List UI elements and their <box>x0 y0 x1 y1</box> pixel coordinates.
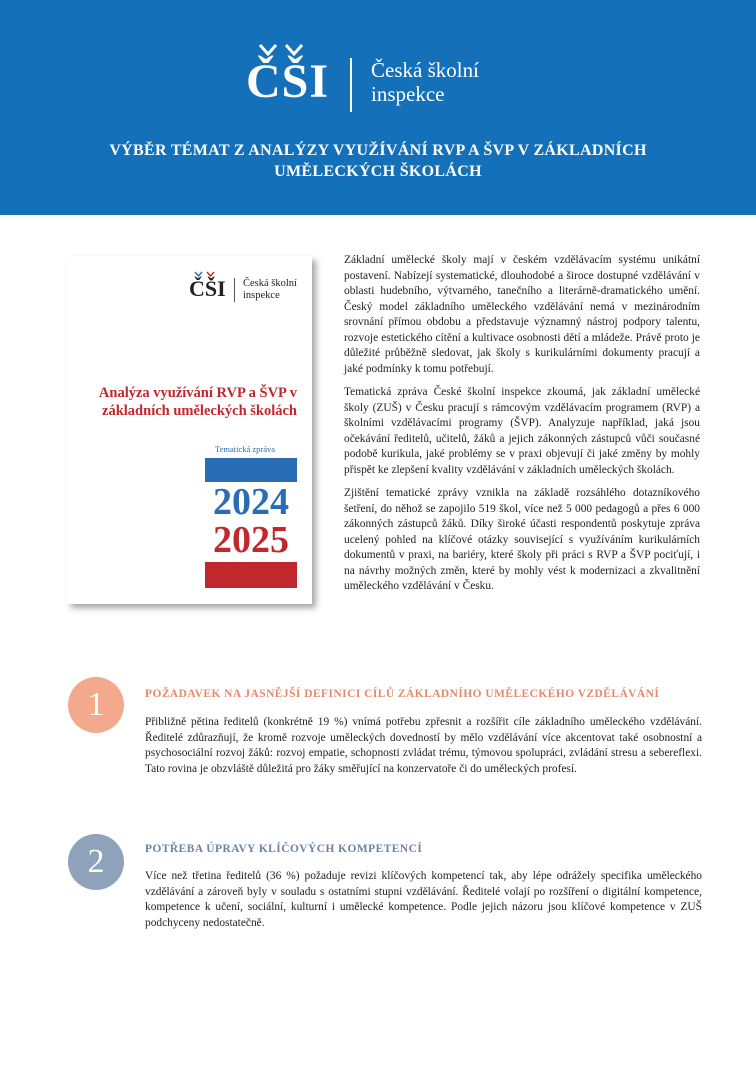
intro-paragraph: Zjištění tematické zprávy vznikla na základě rozsáhlého dotazníkového šetření, do něhož se zapojilo 519 škol, více než 5 000 pedagogů a přes 6 000 zákonných zástupců žáků. Díky široké účasti respondentů poskytuje zpráva ucelený pohled na klíčové otázky související s využíváním kurikulárních dokumentů v praxi, na bariéry, které školy při práci s RVP a ŠVP pociťují, i na návrhy možných změn, které by mohly vést k modernizaci a zkvalitnění uměleckého vzdělávání v Česku. <box>344 487 700 592</box>
cover-logo-mark: ČŠI <box>189 276 226 301</box>
logo-text-line1: Česká školní <box>371 58 479 82</box>
cover-logo-text-line1: Česká školní <box>243 278 297 289</box>
cover-blue-bar <box>205 458 297 482</box>
logo-separator <box>350 58 352 112</box>
section-heading: POTŘEBA ÚPRAVY KLÍČOVÝCH KOMPETENCÍ <box>145 843 423 855</box>
intro-paragraph: Tematická zpráva České školní inspekce zkoumá, jak základní umělecké školy (ZUŠ) v Česku pracují s rámcovým vzdělávacím programem (RVP) a školními vzdělávacími programy (ŠVP). Analyzuje například, jaká jsou očekávání ředitelů, učitelů, žáků a jejich zákonných zástupců vůči současné podobě kurikula, jaké problémy se v praxi objevují či jaké změny by mohly přispět ke zlepšení kvality vzdělávání v základních uměleckých školách. <box>344 386 700 476</box>
cover-red-bar <box>205 562 297 588</box>
intro-paragraph: Základní umělecké školy mají v českém vzdělávacím systému unikátní postavení. Nabízejí systematické, dlouhodobé a široce dostupné vzdělávání v oblasti hudebního, výtvarného, tanečního a literárně-dramatického umění. Český model základního uměleckého vzdělávání nemá v mezinárodním srovnání přímou obdobu a představuje významný nástroj podpory talentu, rozvoje estetického cítění a kultivace osobnosti dětí a mládeže. Právě proto je důležité průběžně sledovat, jak školy s kurikulárními dokumenty pracují a jaké podmínky k tomu potřebují. <box>344 254 700 375</box>
logo-text <box>371 58 479 106</box>
logo-mark: ČŠI <box>246 55 330 108</box>
cover-year-end: 2025 <box>213 519 289 561</box>
section-heading: POŽADAVEK NA JASNĚJŠÍ DEFINICI CÍLŮ ZÁKLADNÍHO UMĚLECKÉHO VZDĚLÁVÁNÍ <box>145 688 660 700</box>
cover-tag: Tematická zpráva <box>215 444 276 454</box>
header-banner <box>0 0 756 215</box>
cover-year-start: 2024 <box>213 481 289 523</box>
report-cover <box>67 256 312 604</box>
section-number-badge: 1 <box>68 677 124 733</box>
section-body: Přibližně pětina ředitelů (konkrétně 19 %) vnímá potřebu zpřesnit a rozšířit cíle základního uměleckého vzdělávání. Ředitelé zdůrazňují, že kromě rozvoje uměleckých dovedností by mělo vzdělávání více akcentovat také osobnostní a psychosociální rozvoj žáků: rozvoj empatie, schopnosti zvládat trému, týmovou spolupráci, zvládání stresu a sebereflexi. Tato rovina je obzvláště důležitá pro žáky směřující na konzervatoře či do uměleckých profesí. <box>145 716 702 775</box>
cover-logo-text <box>243 278 297 302</box>
section-body: Více než třetina ředitelů (36 %) požaduje revizi klíčových kompetencí tak, aby lépe odrážely specifika uměleckého vzdělávání a zároveň byly v souladu s ostatními stupni vzdělávání. Ředitelé volají po rozšíření o digitální kompetence, kompetence k učení, sociální, kulturní i umělecké kompetence. Podle jejich názoru jsou klíčové kompetence v ZUŠ podchyceny nedostatečně. <box>145 870 702 929</box>
intro-text <box>344 253 700 603</box>
cover-logo-separator <box>234 278 235 302</box>
page-title: VÝBĚR TÉMAT Z ANALÝZY VYUŽÍVÁNÍ RVP A ŠVP V ZÁKLADNÍCH UMĚLECKÝCH ŠKOLÁCH <box>109 142 647 180</box>
cover-title: Analýza využívání RVP a ŠVP v základních uměleckých školách <box>98 385 297 419</box>
section-number-badge: 2 <box>68 834 124 890</box>
cover-logo-text-line2: inspekce <box>243 290 280 301</box>
logo-text-line2: inspekce <box>371 82 445 106</box>
